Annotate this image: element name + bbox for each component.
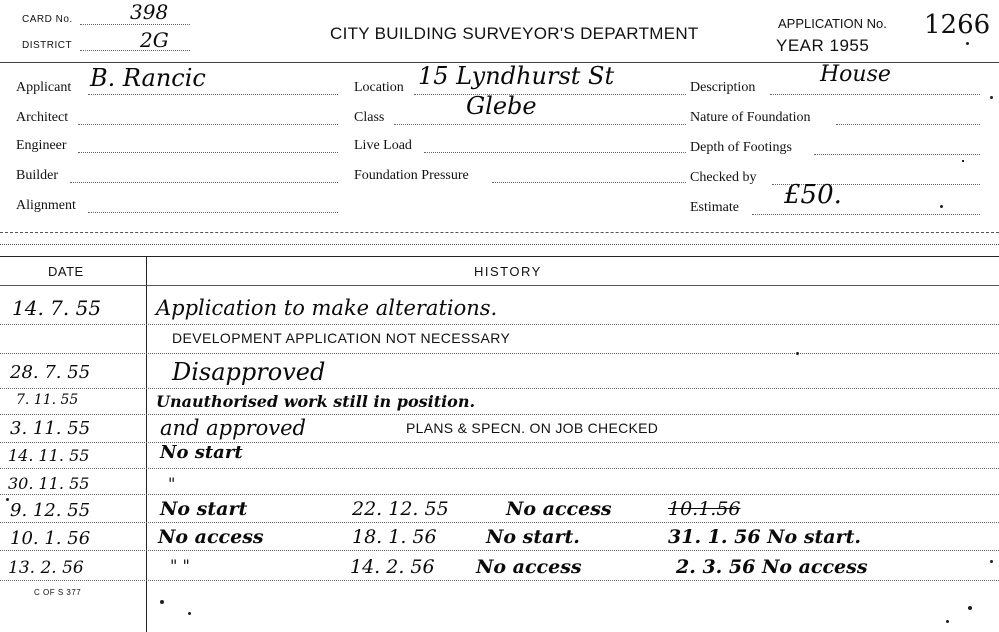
history-entry: 2. 3. 56 No access xyxy=(676,556,868,578)
history-entry: Application to make alterations. xyxy=(156,296,498,320)
history-date: 9. 12. 55 xyxy=(10,500,91,521)
applicant-value: B. Rancic xyxy=(90,64,206,92)
engineer-label: Engineer xyxy=(16,138,67,153)
district-label: DISTRICT xyxy=(22,40,73,51)
history-entry: and approved xyxy=(160,416,306,440)
card-no-value: 398 xyxy=(130,0,169,24)
history-date: 13. 2. 56 xyxy=(8,558,84,578)
history-date: 7. 11. 55 xyxy=(16,392,79,408)
application-no-value: 1266 xyxy=(924,10,991,40)
history-entry: 31. 1. 56 No start. xyxy=(668,526,862,548)
date-header: DATE xyxy=(48,264,84,279)
estimate-value: £50. xyxy=(784,180,842,210)
history-entry: No access xyxy=(476,556,582,578)
history-entry: No start xyxy=(160,442,243,463)
year-label: YEAR 1955 xyxy=(776,36,870,55)
nature-of-foundation-label: Nature of Foundation xyxy=(690,110,811,125)
history-stamp-text: DEVELOPMENT APPLICATION NOT NECESSARY xyxy=(172,330,511,346)
history-date: 28. 7. 55 xyxy=(10,362,91,383)
checked-by-label: Checked by xyxy=(690,170,757,185)
description-value: House xyxy=(820,62,891,87)
estimate-label: Estimate xyxy=(690,200,739,215)
foundation-pressure-label: Foundation Pressure xyxy=(354,168,469,183)
architect-label: Architect xyxy=(16,110,69,125)
history-date: 14. 11. 55 xyxy=(8,446,90,465)
history-entry-date: 14. 2. 56 xyxy=(350,556,435,578)
history-entry: " " xyxy=(170,556,190,575)
application-no-label: APPLICATION No. xyxy=(778,16,887,31)
applicant-label: Applicant xyxy=(16,80,72,95)
department-title: CITY BUILDING SURVEYOR'S DEPARTMENT xyxy=(330,24,699,43)
history-entry: No access xyxy=(506,498,612,520)
history-entry-date: 18. 1. 56 xyxy=(352,526,437,548)
history-header: HISTORY xyxy=(474,264,542,279)
history-stamp-text: PLANS & SPECN. ON JOB CHECKED xyxy=(406,420,659,436)
history-entry: No start xyxy=(160,498,248,520)
live-load-label: Live Load xyxy=(354,138,412,153)
history-date: 3. 11. 55 xyxy=(10,418,91,439)
history-entry: No access xyxy=(158,526,264,548)
builder-label: Builder xyxy=(16,168,58,183)
history-entry: Disapproved xyxy=(172,358,326,386)
location-label: Location xyxy=(354,80,404,95)
history-date: 30. 11. 55 xyxy=(8,474,90,493)
history-entry: No start. xyxy=(486,526,580,548)
history-entry: Unauthorised work still in position. xyxy=(156,392,476,411)
history-entry-date: 22. 12. 55 xyxy=(352,498,449,520)
alignment-label: Alignment xyxy=(16,198,76,213)
district-value: 2G xyxy=(140,28,169,52)
description-label: Description xyxy=(690,80,756,95)
history-struck-entry: 10.1.56 xyxy=(668,498,741,520)
location-value-2: Glebe xyxy=(466,92,537,120)
location-value: 15 Lyndhurst St xyxy=(418,62,615,90)
card-no-label: CARD No. xyxy=(22,14,73,25)
history-date: 14. 7. 55 xyxy=(12,296,102,320)
history-date: 10. 1. 56 xyxy=(10,528,91,549)
depth-of-footings-label: Depth of Footings xyxy=(690,140,792,155)
class-label: Class xyxy=(354,110,385,125)
form-code: C OF S 377 xyxy=(34,588,82,597)
history-entry: " xyxy=(168,474,176,493)
